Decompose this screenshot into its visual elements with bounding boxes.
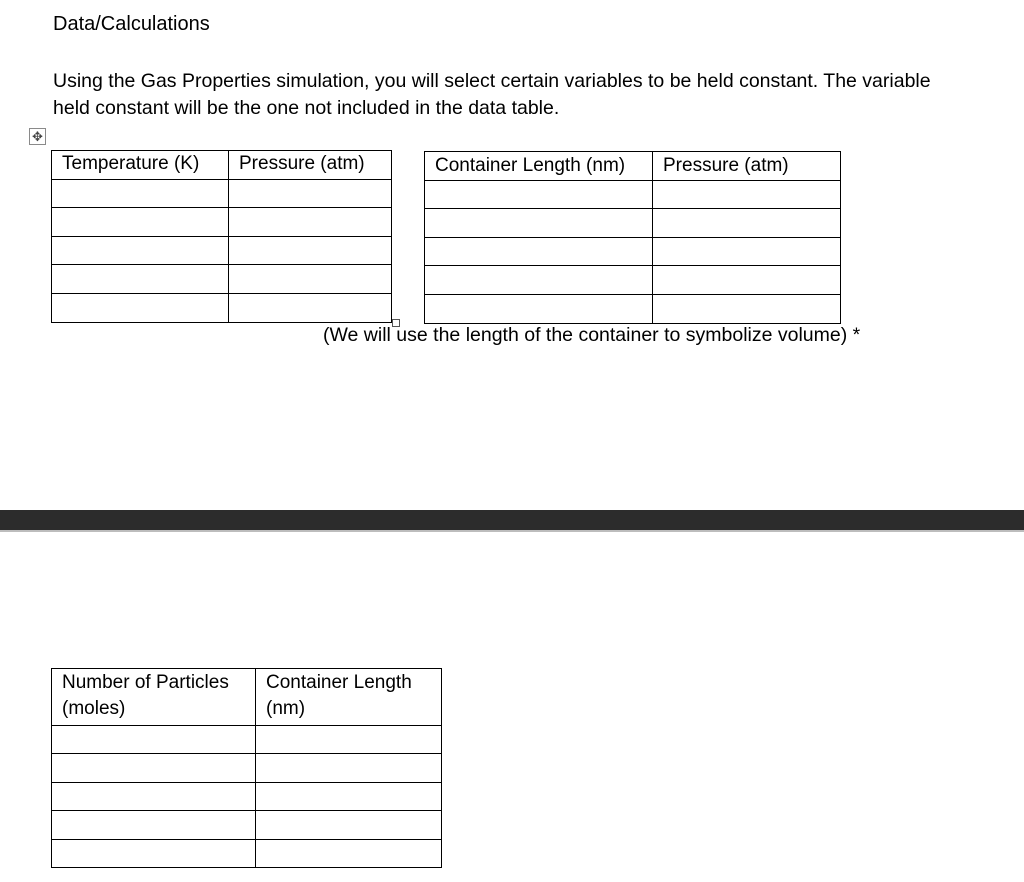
table-cell[interactable]	[653, 266, 841, 295]
table-cell[interactable]	[653, 237, 841, 266]
length-pressure-table	[424, 151, 841, 324]
table-cell[interactable]	[653, 180, 841, 209]
table-cell[interactable]	[52, 265, 229, 294]
particles-length-table	[51, 668, 442, 868]
table-cell[interactable]	[229, 208, 392, 237]
intro-paragraph: Using the Gas Properties simulation, you will select certain variables to be held constant. The variable held constant will be the one not included in the data table.	[53, 70, 931, 119]
table-header-cell[interactable]: Number of Particles (moles)	[52, 669, 256, 726]
table-cell[interactable]	[256, 839, 442, 867]
temperature-pressure-table	[51, 150, 392, 323]
table-header-cell[interactable]: Container Length (nm)	[256, 669, 442, 726]
table-cell[interactable]	[229, 293, 392, 322]
table-header-cell[interactable]: Container Length (nm)	[425, 152, 653, 181]
move-arrows-icon: ✥	[32, 129, 43, 144]
table-cell[interactable]	[52, 839, 256, 867]
table-cell[interactable]	[425, 294, 653, 323]
table-cell[interactable]	[52, 236, 229, 265]
page-break-bar	[0, 510, 1024, 530]
section-heading: Data/Calculations	[53, 13, 210, 35]
table-header-cell[interactable]: Pressure (atm)	[229, 151, 392, 180]
table-cell[interactable]	[52, 726, 256, 754]
table-cell[interactable]	[653, 294, 841, 323]
table-move-handle[interactable]	[29, 128, 46, 145]
table-cell[interactable]	[52, 179, 229, 208]
table-cell[interactable]	[229, 265, 392, 294]
table-cell[interactable]	[256, 726, 442, 754]
table-cell[interactable]	[229, 179, 392, 208]
page-break-line	[0, 530, 1024, 532]
table-cell[interactable]	[425, 237, 653, 266]
table-cell[interactable]	[52, 782, 256, 810]
table-cell[interactable]	[425, 209, 653, 238]
table-cell[interactable]	[425, 266, 653, 295]
table-cell[interactable]	[425, 180, 653, 209]
table-cell[interactable]	[256, 782, 442, 810]
volume-note: (We will use the length of the container to symbolize volume) *	[323, 324, 861, 346]
table-cell[interactable]	[256, 754, 442, 782]
table-cell[interactable]	[52, 208, 229, 237]
table-header-cell[interactable]: Temperature (K)	[52, 151, 229, 180]
table-cell[interactable]	[256, 811, 442, 839]
table-cell[interactable]	[653, 209, 841, 238]
table-header-cell[interactable]: Pressure (atm)	[653, 152, 841, 181]
table-cell[interactable]	[52, 293, 229, 322]
table-cell[interactable]	[229, 236, 392, 265]
table-cell[interactable]	[52, 754, 256, 782]
table-cell[interactable]	[52, 811, 256, 839]
